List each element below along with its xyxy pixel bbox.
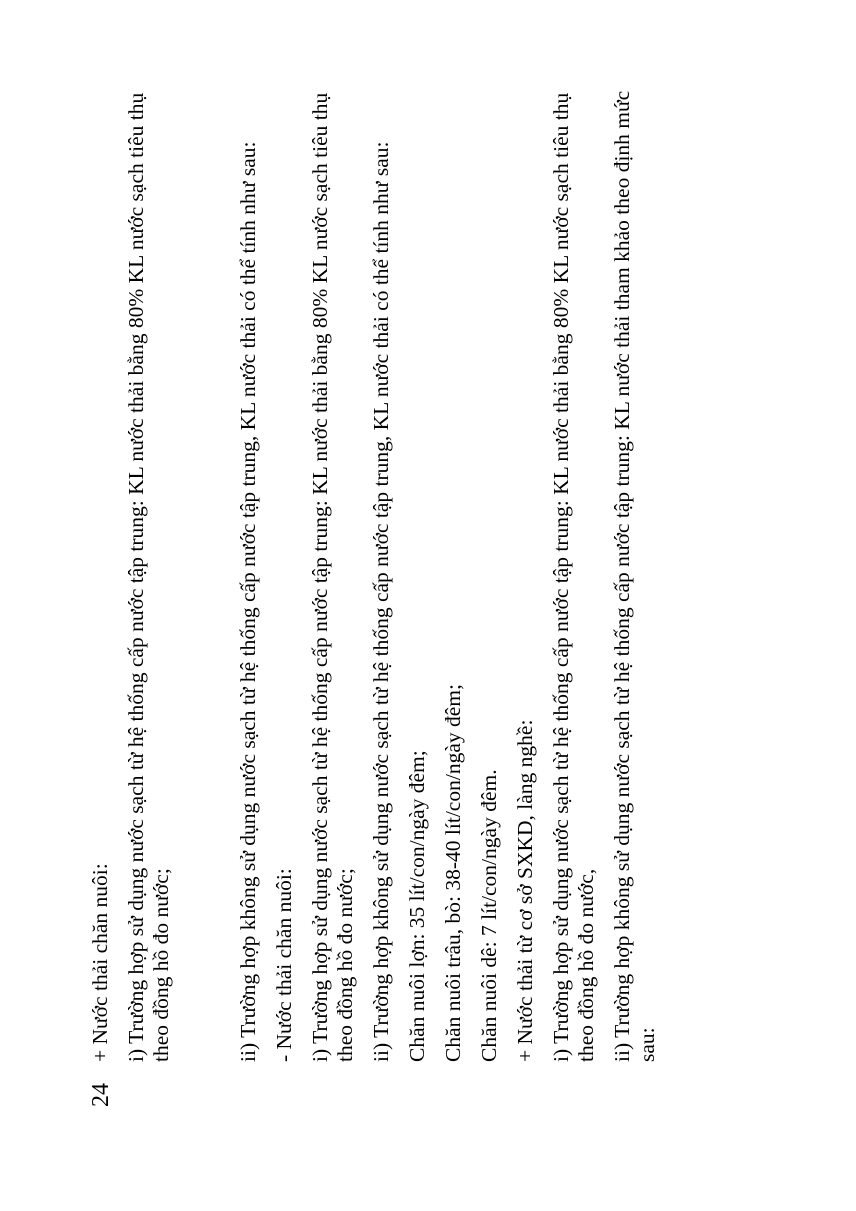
- paragraph-no-central-supply-case: ii) Trường hợp không sử dụng nước sạch từ hệ thống cấp nước tập trung, KL nước thải có thể tính như sau:: [236, 141, 260, 1062]
- paragraph-livestock-heading: + Nước thải chăn nuôi:: [88, 863, 112, 1062]
- paragraph-buffalo-cattle-rate: Chăn nuôi trâu, bò: 38-40 lít/con/ngày đêm;: [441, 684, 465, 1062]
- paragraph-central-supply-case-2: i) Trường hợp sử dụng nước sạch từ hệ thống cấp nước tập trung: KL nước thải bằng 80% KL nước sạch tiêu thụ theo đồng hồ đo nước;: [308, 92, 357, 1062]
- paragraph-central-supply-case-3: i) Trường hợp sử dụng nước sạch từ hệ thống cấp nước tập trung: KL nước thải bằng 80% KL nước sạch tiêu thụ theo đồng hồ đo nước,: [549, 92, 598, 1062]
- paragraph-no-central-supply-case-3: ii) Trường hợp không sử dụng nước sạch từ hệ thống cấp nước tập trung: KL nước thải tham khảo theo định mức sau:: [610, 90, 659, 1062]
- paragraph-pig-rate: Chăn nuôi lợn: 35 lít/con/ngày đêm;: [405, 750, 429, 1062]
- paragraph-no-central-supply-case-2: ii) Trường hợp không sử dụng nước sạch từ hệ thống cấp nước tập trung, KL nước thải có thể tính như sau:: [369, 141, 393, 1062]
- paragraph-craft-village-heading: + Nước thải từ cơ sở SXKD, làng nghề:: [513, 719, 537, 1062]
- paragraph-central-supply-case: i) Trường hợp sử dụng nước sạch từ hệ thống cấp nước tập trung: KL nước thải bằng 80% KL nước sạch tiêu thụ theo đồng hồ đo nước;: [124, 92, 173, 1062]
- page-body: [88, 82, 660, 1062]
- document-page: 24 + Nước thải chăn nuôi: i) Trường hợp sử dụng nước sạch từ hệ thống cấp nước tập trung: KL nước thải bằng 80% KL nước sạch tiêu thụ theo đồng hồ đo nước; ii) Trường hợp không sử dụng nước sạch từ hệ thống cấp nước tập trung, KL nước thải có thể tính như sau: - Nước thải chăn nuôi: i) Trường hợp sử dụng nước sạch từ hệ thống cấp nước tập trung: KL nước thải bằng 80% KL nước sạch tiêu thụ theo đồng hồ đo nước; ii) Trường hợp không sử dụng nước sạch từ hệ thống cấp nước tập trung, KL nước thải có thể tính như sau: Chăn nuôi lợn: 35 lít/con/ngày đêm; Chăn nuôi trâu, bò: 38-40 lít/con/ngày đêm; Chăn nuôi dê: 7 lít/con/ngày đêm. + Nước thải từ cơ sở SXKD, làng nghề: i) Trường hợp sử dụng nước sạch từ hệ thống cấp nước tập trung: KL nước thải bằng 80% KL nước sạch tiêu thụ theo đồng hồ đo nước, ii) Trường hợp không sử dụng nước sạch từ hệ thống cấp nước tập trung: KL nước thải tham khảo theo định mức sau:: [0, 0, 856, 1211]
- paragraph-livestock-subheading: - Nước thải chăn nuôi:: [272, 868, 296, 1062]
- paragraph-goat-rate: Chăn nuôi dê: 7 lít/con/ngày đêm.: [477, 769, 501, 1062]
